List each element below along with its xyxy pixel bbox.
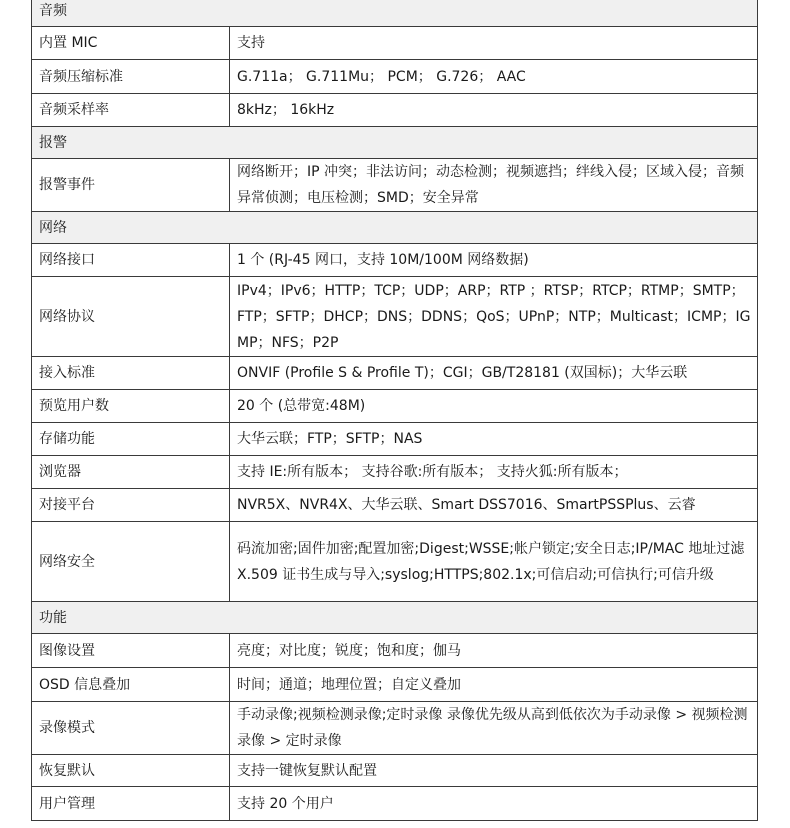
table-row (32, 787, 758, 821)
section-header-row (32, 212, 758, 244)
spec-value: 支持 20 个用户 (230, 787, 758, 821)
table-row (32, 634, 758, 668)
spec-label: 图像设置 (32, 634, 230, 668)
spec-label: 浏览器 (32, 456, 230, 489)
spec-value: G.711a； G.711Mu； PCM； G.726； AAC (230, 60, 758, 94)
spec-label: 网络安全 (32, 522, 230, 602)
table-row (32, 27, 758, 60)
table-row (32, 159, 758, 212)
spec-value: 支持 IE:所有版本； 支持谷歌:所有版本； 支持火狐:所有版本； (230, 456, 758, 489)
section-header-row (32, 602, 758, 634)
spec-label: 录像模式 (32, 702, 230, 755)
table-row (32, 522, 758, 602)
spec-value: 亮度；对比度；锐度；饱和度；伽马 (230, 634, 758, 668)
spec-table (31, 0, 758, 821)
table-row (32, 755, 758, 787)
spec-value: 1 个 (RJ-45 网口，支持 10M/100M 网络数据) (230, 244, 758, 277)
spec-value: IPv4；IPv6；HTTP；TCP；UDP；ARP；RTP ；RTSP；RTCP；RTMP；SMTP；FTP；SFTP；DHCP；DNS；DDNS；QoS；UPnP；NTP；Multicast；ICMP；IGMP；NFS；P2P (230, 277, 758, 357)
table-row (32, 357, 758, 390)
spec-label: 用户管理 (32, 787, 230, 821)
spec-label: 报警事件 (32, 159, 230, 212)
section-title: 功能 (32, 602, 758, 634)
spec-label: 恢复默认 (32, 755, 230, 787)
table-row (32, 94, 758, 127)
spec-value: ONVIF (Profile S & Profile T)；CGI；GB/T28181 (双国标)；大华云联 (230, 357, 758, 390)
spec-label: 预览用户数 (32, 390, 230, 423)
spec-label: OSD 信息叠加 (32, 668, 230, 702)
table-row (32, 244, 758, 277)
spec-label: 对接平台 (32, 489, 230, 522)
spec-value: 20 个 (总带宽:48M) (230, 390, 758, 423)
table-row (32, 60, 758, 94)
table-row (32, 668, 758, 702)
section-header-row (32, 0, 758, 27)
table-row (32, 456, 758, 489)
spec-label: 内置 MIC (32, 27, 230, 60)
spec-value: 支持 (230, 27, 758, 60)
table-row (32, 390, 758, 423)
spec-value: 8kHz； 16kHz (230, 94, 758, 127)
spec-label: 网络协议 (32, 277, 230, 357)
table-row (32, 702, 758, 755)
spec-label: 网络接口 (32, 244, 230, 277)
section-title: 报警 (32, 127, 758, 159)
spec-label: 音频压缩标准 (32, 60, 230, 94)
spec-value: 支持一键恢复默认配置 (230, 755, 758, 787)
spec-value: NVR5X、NVR4X、大华云联、Smart DSS7016、SmartPSSPlus、云睿 (230, 489, 758, 522)
spec-value: 网络断开；IP 冲突；非法访问；动态检测；视频遮挡；绊线入侵；区域入侵；音频异常侦测；电压检测；SMD；安全异常 (230, 159, 758, 212)
spec-label: 接入标准 (32, 357, 230, 390)
section-title: 网络 (32, 212, 758, 244)
table-row (32, 277, 758, 357)
spec-label: 存储功能 (32, 423, 230, 456)
section-header-row (32, 127, 758, 159)
spec-value: 时间；通道；地理位置；自定义叠加 (230, 668, 758, 702)
spec-value: 手动录像;视频检测录像;定时录像 录像优先级从高到低依次为手动录像 > 视频检测录像 > 定时录像 (230, 702, 758, 755)
spec-table-body (32, 0, 758, 821)
spec-value: 大华云联；FTP；SFTP；NAS (230, 423, 758, 456)
section-title: 音频 (32, 0, 758, 27)
spec-value: 码流加密;固件加密;配置加密;Digest;WSSE;帐户锁定;安全日志;IP/MAC 地址过滤X.509 证书生成与导入;syslog;HTTPS;802.1x;可信启动;可信执行;可信升级 (230, 522, 758, 602)
table-row (32, 489, 758, 522)
spec-label: 音频采样率 (32, 94, 230, 127)
table-row (32, 423, 758, 456)
